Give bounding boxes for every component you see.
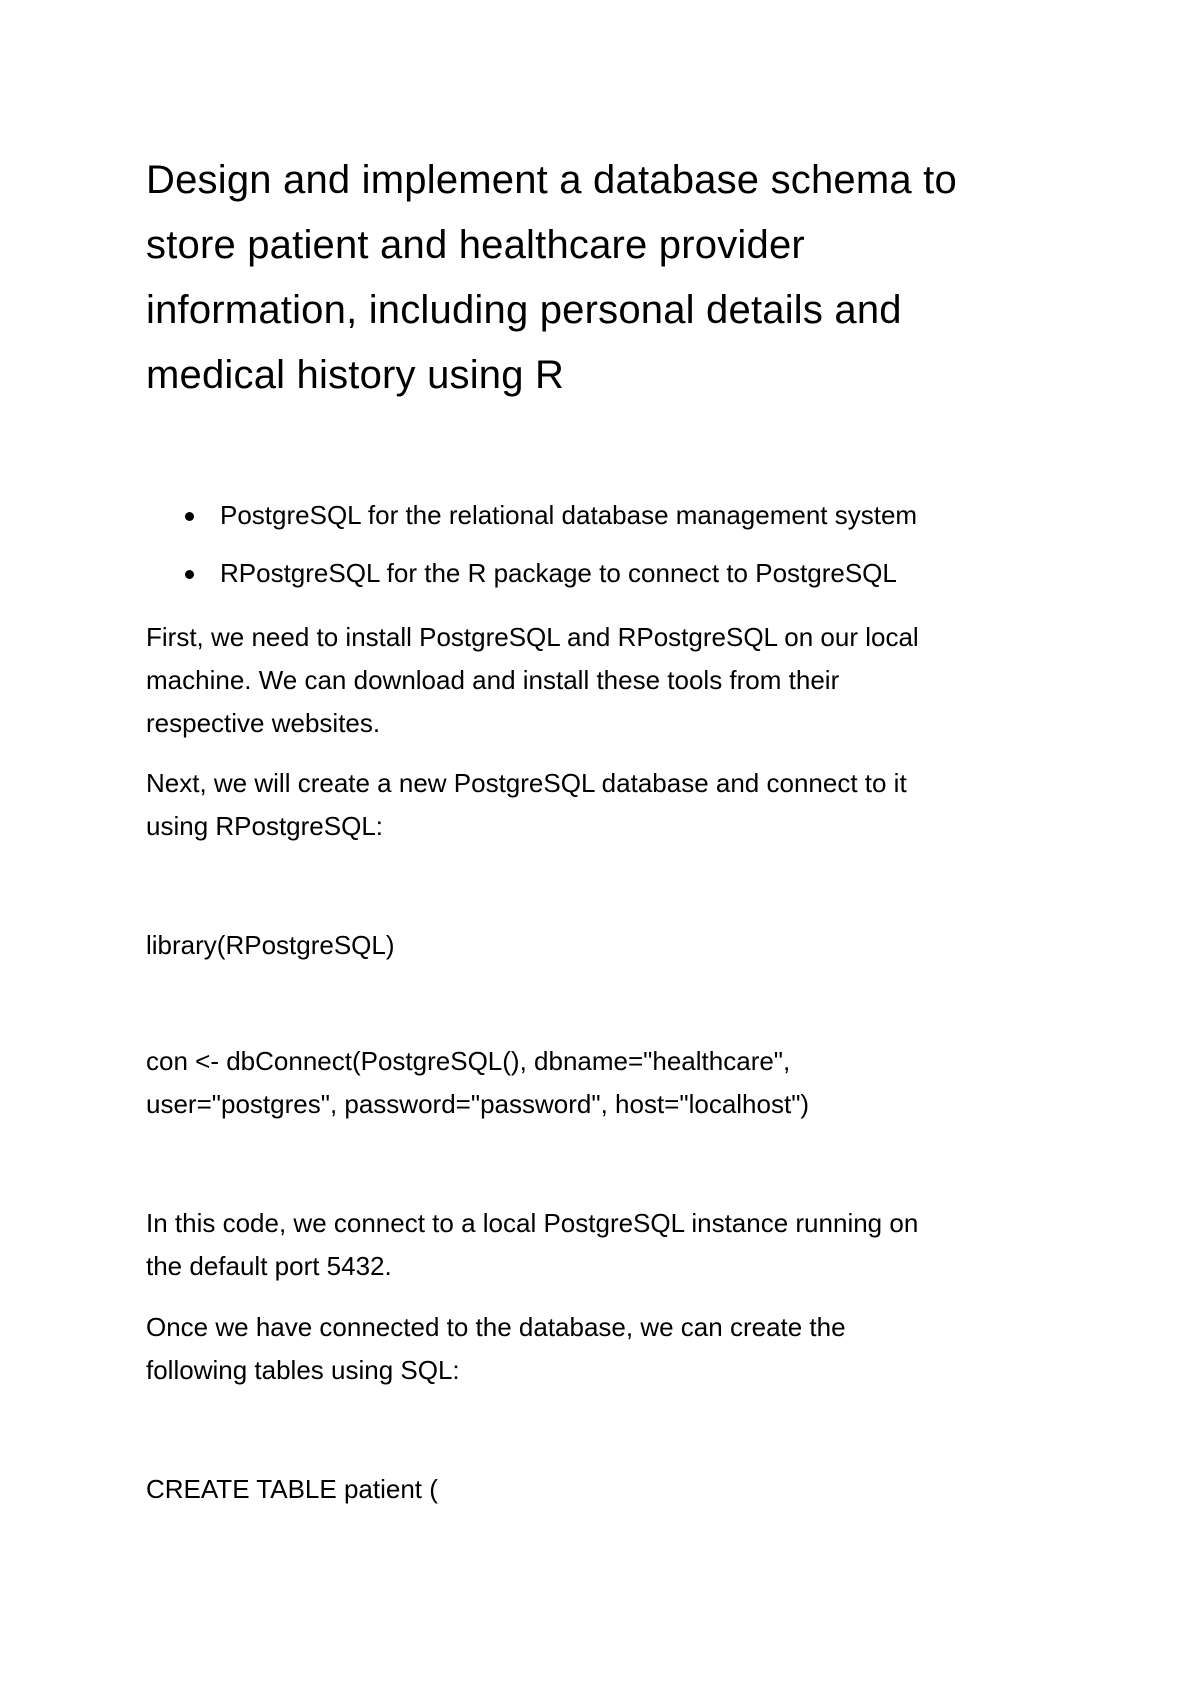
- port-paragraph: [146, 1202, 1046, 1288]
- code-line: con <- dbConnect(PostgreSQL(), dbname="healthcare",: [146, 1046, 791, 1076]
- bullet-text: RPostgreSQL for the R package to connect to PostgreSQL: [220, 558, 897, 588]
- bullet-item: [146, 555, 1046, 613]
- bullet-text: PostgreSQL for the relational database management system: [220, 500, 918, 530]
- paragraph-line: respective websites.: [146, 708, 381, 738]
- code-line: user="postgres", password="password", host="localhost"): [146, 1089, 810, 1119]
- title-line: Design and implement a database schema to: [146, 158, 957, 202]
- code-connect-block: [146, 1040, 1046, 1126]
- paragraph-line: using RPostgreSQL:: [146, 811, 384, 841]
- paragraph-line: machine. We can download and install these tools from their: [146, 665, 840, 695]
- bullet-icon: [185, 570, 194, 579]
- title-line: medical history using R: [146, 353, 565, 397]
- paragraph-line: First, we need to install PostgreSQL and RPostgreSQL on our local: [146, 622, 919, 652]
- bullet-icon: [185, 512, 194, 521]
- install-paragraph: [146, 616, 1046, 745]
- tools-bullet-list: [146, 497, 1046, 613]
- bullet-item: [146, 497, 1046, 555]
- paragraph-line: Once we have connected to the database, we can create the: [146, 1312, 846, 1342]
- document-title: [146, 148, 1066, 408]
- paragraph-line: In this code, we connect to a local PostgreSQL instance running on: [146, 1208, 919, 1238]
- connect-paragraph: [146, 762, 1046, 848]
- title-line: information, including personal details and: [146, 288, 902, 332]
- paragraph-line: following tables using SQL:: [146, 1355, 460, 1385]
- title-line: store patient and healthcare provider: [146, 223, 805, 267]
- code-library-line: library(RPostgreSQL): [146, 930, 395, 960]
- code-create-table-line: CREATE TABLE patient (: [146, 1474, 438, 1504]
- paragraph-line: the default port 5432.: [146, 1251, 392, 1281]
- tables-paragraph: [146, 1306, 1046, 1392]
- paragraph-line: Next, we will create a new PostgreSQL database and connect to it: [146, 768, 907, 798]
